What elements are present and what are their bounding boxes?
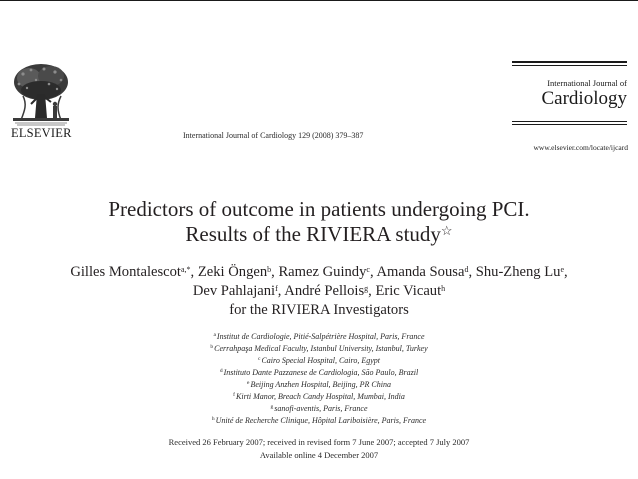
masthead-subtitle: International Journal of — [547, 78, 627, 88]
affiliation-key: d — [219, 368, 223, 374]
affiliation-g — [0, 403, 638, 414]
affiliation-key: h — [211, 416, 215, 422]
journal-url: www.elsevier.com/locate/ijcard — [533, 143, 628, 152]
author-affiliation-mark: d — [464, 265, 469, 274]
journal-citation: International Journal of Cardiology 129 (2008) 379–387 — [183, 131, 364, 140]
masthead-rule-top — [512, 61, 627, 63]
affiliation-text: Institut de Cardiologie, Pitié-Salpétrière Hospital, Paris, France — [216, 332, 425, 341]
author-affiliation-mark: a,* — [180, 265, 191, 274]
article-title-line-1: Predictors of outcome in patients undergoing PCI. — [108, 197, 530, 221]
affiliation-text: Cerrahpaşa Medical Faculty, Istanbul University, Istanbul, Turkey — [214, 344, 428, 353]
article-title-line-2 — [0, 222, 638, 247]
affiliation-text: Instituto Dante Pazzanese de Cardiologia, São Paulo, Brazil — [223, 368, 419, 377]
author-line-1: Gilles Montalescot$^{a,*}$, Zeki Öngen$^b$, Ramez Guindy$^c$, Amanda Sousa$^d$, Shu-Zheng Lu$^e$, — [70, 264, 568, 280]
affiliation-text: Cairo Special Hospital, Cairo, Egypt — [261, 356, 380, 365]
affiliation-f — [0, 391, 638, 402]
affiliation-key: a — [213, 332, 216, 338]
author-name: Amanda Sousa — [376, 264, 465, 280]
affiliation-key: g — [270, 404, 274, 410]
masthead-rule-top-thin — [512, 65, 627, 66]
affiliation-d — [0, 367, 638, 378]
author-affiliation-mark: b — [267, 265, 272, 274]
author-affiliation-mark: f — [275, 284, 278, 293]
author-name: Gilles Montalescot — [70, 264, 181, 280]
masthead-rule-bottom-thin — [512, 124, 627, 125]
affiliation-b — [0, 343, 638, 354]
affiliation-c — [0, 355, 638, 366]
publisher-name: ELSEVIER — [11, 126, 72, 140]
author-name: Dev Pahlajani — [192, 283, 276, 299]
author-group: for the RIVIERA Investigators — [229, 302, 409, 318]
title-footnote-star-icon: ☆ — [440, 223, 453, 238]
affiliation-h — [0, 415, 638, 426]
journal-masthead — [512, 61, 627, 125]
author-name: Eric Vicaut — [375, 283, 442, 299]
masthead-rule-bottom — [512, 121, 627, 122]
received-dates: Received 26 February 2007; received in revised form 7 June 2007; accepted 7 July 2007 — [168, 437, 470, 447]
author-affiliation-mark: c — [366, 265, 370, 274]
affiliation-key: b — [210, 344, 214, 350]
author-name: Shu-Zheng Lu — [475, 264, 561, 280]
author-affiliation-mark: h — [441, 284, 446, 293]
available-online-date: Available online 4 December 2007 — [259, 450, 379, 460]
affiliation-key: e — [247, 380, 250, 386]
masthead-title: Cardiology — [541, 88, 627, 109]
page-top-border — [0, 0, 638, 1]
author-name: André Pellois — [284, 283, 365, 299]
affiliation-text: Kirti Manor, Breach Candy Hospital, Mumbai, India — [236, 392, 405, 401]
elsevier-tree-logo — [11, 60, 71, 128]
affiliation-text: Unité de Recherche Clinique, Hôpital Lariboisière, Paris, France — [215, 416, 427, 425]
author-name: Zeki Öngen — [197, 264, 268, 280]
affiliation-key: f — [233, 392, 236, 398]
author-line-2: Dev Pahlajani$^f$, André Pellois$^g$, Eric Vicaut$^h$ — [192, 283, 446, 299]
author-name: Ramez Guindy — [278, 264, 367, 280]
author-affiliation-mark: e — [560, 265, 565, 274]
affiliation-text: Beijing Anzhen Hospital, Beijing, PR China — [250, 380, 391, 389]
affiliation-text: sanofi-aventis, Paris, France — [274, 404, 368, 413]
affiliation-a — [0, 331, 638, 342]
author-affiliation-mark: g — [364, 284, 369, 293]
affiliation-key: c — [258, 356, 261, 362]
affiliation-e — [0, 379, 638, 390]
article-title-line-2-text: Results of the RIVIERA study — [185, 222, 441, 246]
